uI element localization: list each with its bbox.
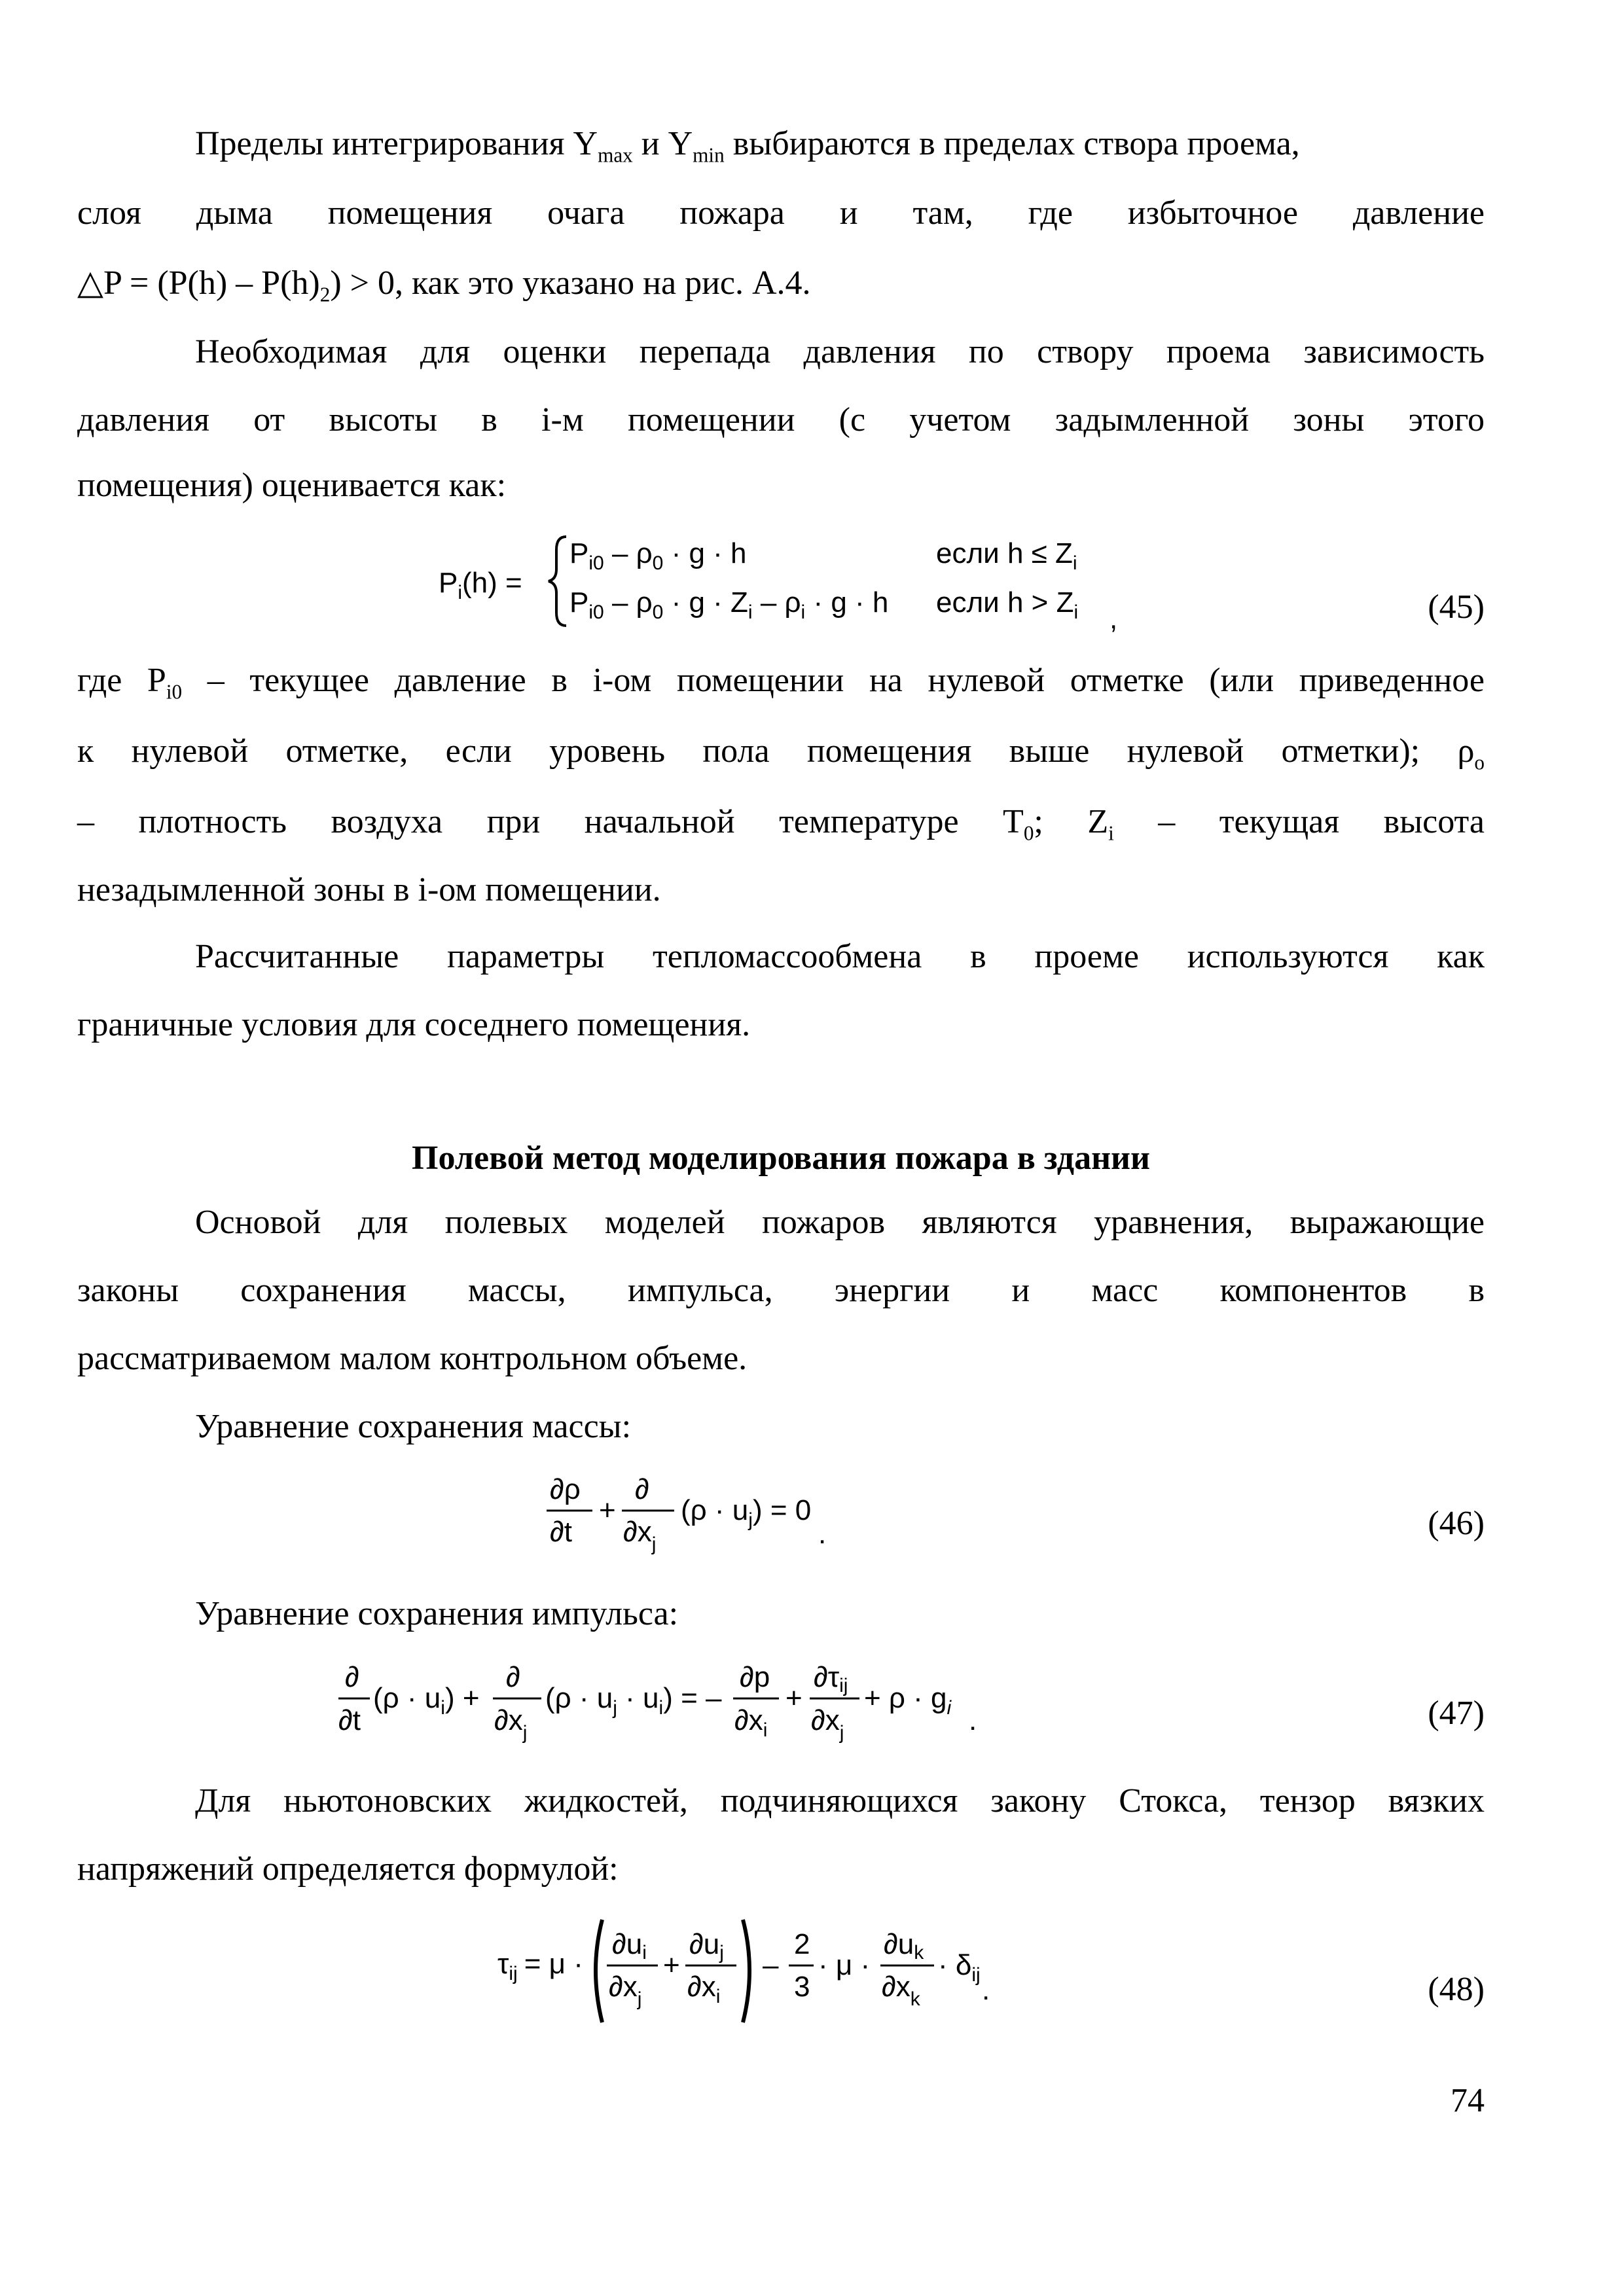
equation-48-number: (48) xyxy=(1428,1971,1485,2008)
eq47-tail: + $\rho \cdot g_i$ xyxy=(864,1682,952,1719)
eq46-den2: $\partial x_j$ xyxy=(623,1516,657,1555)
eq47-den4: $\partial x_j$ xyxy=(811,1704,844,1744)
equation-46-number: (46) xyxy=(1428,1505,1485,1542)
eq46-num2: ∂ xyxy=(635,1473,649,1505)
eq46-plus: + xyxy=(599,1494,616,1526)
eq47-dot: . xyxy=(969,1704,977,1736)
eq48-mu: · μ · xyxy=(818,1949,871,1981)
eq48-dot: . xyxy=(982,1974,990,2006)
equation-45-number: (45) xyxy=(1428,588,1485,626)
eq46-body: $(\rho \cdot u_j) = 0$ xyxy=(681,1494,812,1531)
eq47-body2: $(\rho \cdot u_j \cdot u_i)$ = – xyxy=(545,1682,722,1719)
eq45-row1-condition: если $h \le Z_i$ xyxy=(936,537,1077,574)
para8-line2: напряжений определяется формулой: xyxy=(77,1850,619,1888)
para4-line1: Рассчитанные параметры тепломассообмена в проеме используются как xyxy=(195,938,1485,975)
para1-line1: Пределы интегрирования $Y_{max}$ и $Y_{min}$ выбираются в пределах створа проема, xyxy=(195,125,1300,167)
eq46-dot: . xyxy=(818,1518,827,1550)
para5-line2: законы сохранения массы, импульса, энергии и масс компонентов в xyxy=(77,1272,1485,1309)
eq48-den2: $\partial x_i$ xyxy=(687,1971,721,2007)
eq47-den2: $\partial x_j$ xyxy=(494,1704,528,1744)
para3-line4: незадымленной зоны в i-ом помещении. xyxy=(77,871,661,908)
para8-line1: Для ньютоновских жидкостей, подчиняющихся закону Стокса, тензор вязких xyxy=(195,1782,1485,1820)
para6: Уравнение сохранения массы: xyxy=(195,1408,632,1445)
eq46-den1: ∂t xyxy=(550,1516,572,1548)
para5-line1: Основой для полевых моделей пожаров являются уравнения, выражающие xyxy=(195,1204,1485,1241)
para5-line3: рассматриваемом малом контрольном объеме. xyxy=(77,1340,748,1377)
eq48-right-paren xyxy=(743,1920,749,2022)
eq46-num1: ∂ρ xyxy=(550,1473,581,1505)
eq48-den1: $\partial x_j$ xyxy=(609,1971,642,2010)
eq48-frac-num: 2 xyxy=(794,1928,810,1960)
eq47-plus2: + xyxy=(785,1682,803,1714)
eq47-body1: $(\rho \cdot u_i)$ + xyxy=(373,1682,480,1719)
equation-45 xyxy=(439,524,1146,635)
eq48-delta: · $\delta_{ij}$ xyxy=(938,1949,981,1986)
page-number: 74 xyxy=(1451,2082,1485,2119)
eq47-den3: $\partial x_i$ xyxy=(734,1704,768,1741)
eq47-num2: ∂ xyxy=(506,1661,520,1693)
section-heading: Полевой метод моделирования пожара в здании xyxy=(412,1139,1150,1177)
para3-line2: к нулевой отметке, если уровень пола помещения выше нулевой отметки); $\rho_o$ xyxy=(77,732,1485,774)
eq48-lhs: $\tau_{ij} = \mu$ · xyxy=(497,1948,583,1984)
para4-line2: граничные условия для соседнего помещения. xyxy=(77,1006,751,1043)
equation-47 xyxy=(337,1653,992,1770)
eq45-row2: $P_{i0} - \rho_0 \cdot g \cdot Z_i - \rho_i \cdot g \cdot h$ xyxy=(569,586,889,623)
para1-line2: слоя дыма помещения очага пожара и там, где избыточное давление xyxy=(77,194,1485,232)
eq45-row2-condition: если $h > Z_i$ xyxy=(936,586,1079,623)
eq47-den1: ∂t xyxy=(338,1704,361,1736)
para3-line3: – плотность воздуха при начальной температуре $T_0$; $Z_i$ – текущая высота xyxy=(77,803,1485,845)
equation-47-number: (47) xyxy=(1428,1695,1485,1732)
para2-line2: давления от высоты в i-м помещении (с учетом задымленной зоны этого xyxy=(77,401,1485,439)
para3-line1: где $P_{i0}$ – текущее давление в i-ом помещении на нулевой отметке (или приведенное xyxy=(77,662,1485,704)
para2-line1: Необходимая для оценки перепада давления по створу проема зависимость xyxy=(195,333,1485,370)
eq48-left-paren xyxy=(596,1920,602,2022)
para1-line3: △P = $(P(h) - P(h)_2) > 0$, как это указано на рис. А.4. xyxy=(77,264,811,306)
eq48-num3: ∂uk xyxy=(884,1928,924,1964)
eq48-den3: $\partial x_k$ xyxy=(882,1971,920,2010)
eq48-minus: – xyxy=(763,1949,779,1981)
eq47-num3: ∂p xyxy=(740,1661,770,1693)
eq48-num2: ∂uj xyxy=(689,1928,724,1964)
eq48-num1: ∂ui xyxy=(612,1928,647,1964)
equation-46 xyxy=(543,1466,831,1577)
para7: Уравнение сохранения импульса: xyxy=(195,1595,679,1632)
eq47-num1: ∂ xyxy=(345,1661,359,1693)
para2-line3: помещения) оценивается как: xyxy=(77,467,507,504)
eq45-row1: $P_{i0} - \rho_0 \cdot g \cdot h$ xyxy=(569,537,747,574)
eq45-comma: , xyxy=(1110,603,1118,635)
eq48-plus: + xyxy=(663,1949,680,1981)
eq45-lhs: $P_i(h)$ = xyxy=(439,567,522,603)
equation-48 xyxy=(494,1908,992,2039)
eq48-frac-den: 3 xyxy=(794,1971,810,2003)
eq47-num4: ∂τij xyxy=(814,1661,848,1696)
eq45-brace xyxy=(549,537,566,626)
